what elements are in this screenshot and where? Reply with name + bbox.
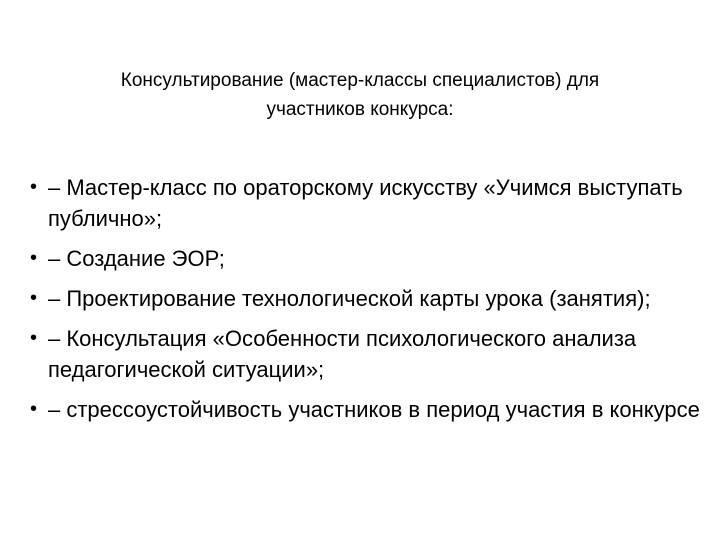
list-item bbox=[30, 172, 700, 234]
list-item-text: – Проектирование технологической карты урока (занятия); bbox=[48, 286, 651, 311]
bullet-icon: • bbox=[30, 398, 38, 420]
list-item-text: – Консультация «Особенности психологического анализа педагогической ситуации»; bbox=[48, 326, 637, 382]
bullet-list bbox=[30, 172, 700, 434]
list-item bbox=[30, 394, 700, 425]
bullet-icon: • bbox=[30, 176, 38, 198]
slide-title bbox=[60, 66, 660, 124]
bullet-icon: • bbox=[30, 287, 38, 309]
bullet-icon: • bbox=[30, 247, 38, 269]
list-item bbox=[30, 283, 700, 314]
list-item-text: – Создание ЭОР; bbox=[48, 246, 225, 271]
list-item bbox=[30, 243, 700, 274]
list-item-text: – стрессоустойчивость участников в период участия в конкурсе bbox=[48, 397, 700, 422]
list-item bbox=[30, 323, 700, 385]
title-line-2: участников конкурса: bbox=[266, 99, 454, 120]
title-line-1: Консультирование (мастер-классы специалистов) для bbox=[120, 70, 600, 91]
list-item-text: – Мастер-класс по ораторскому искусству «Учимся выступать публично»; bbox=[48, 175, 683, 231]
bullet-icon: • bbox=[30, 327, 38, 349]
